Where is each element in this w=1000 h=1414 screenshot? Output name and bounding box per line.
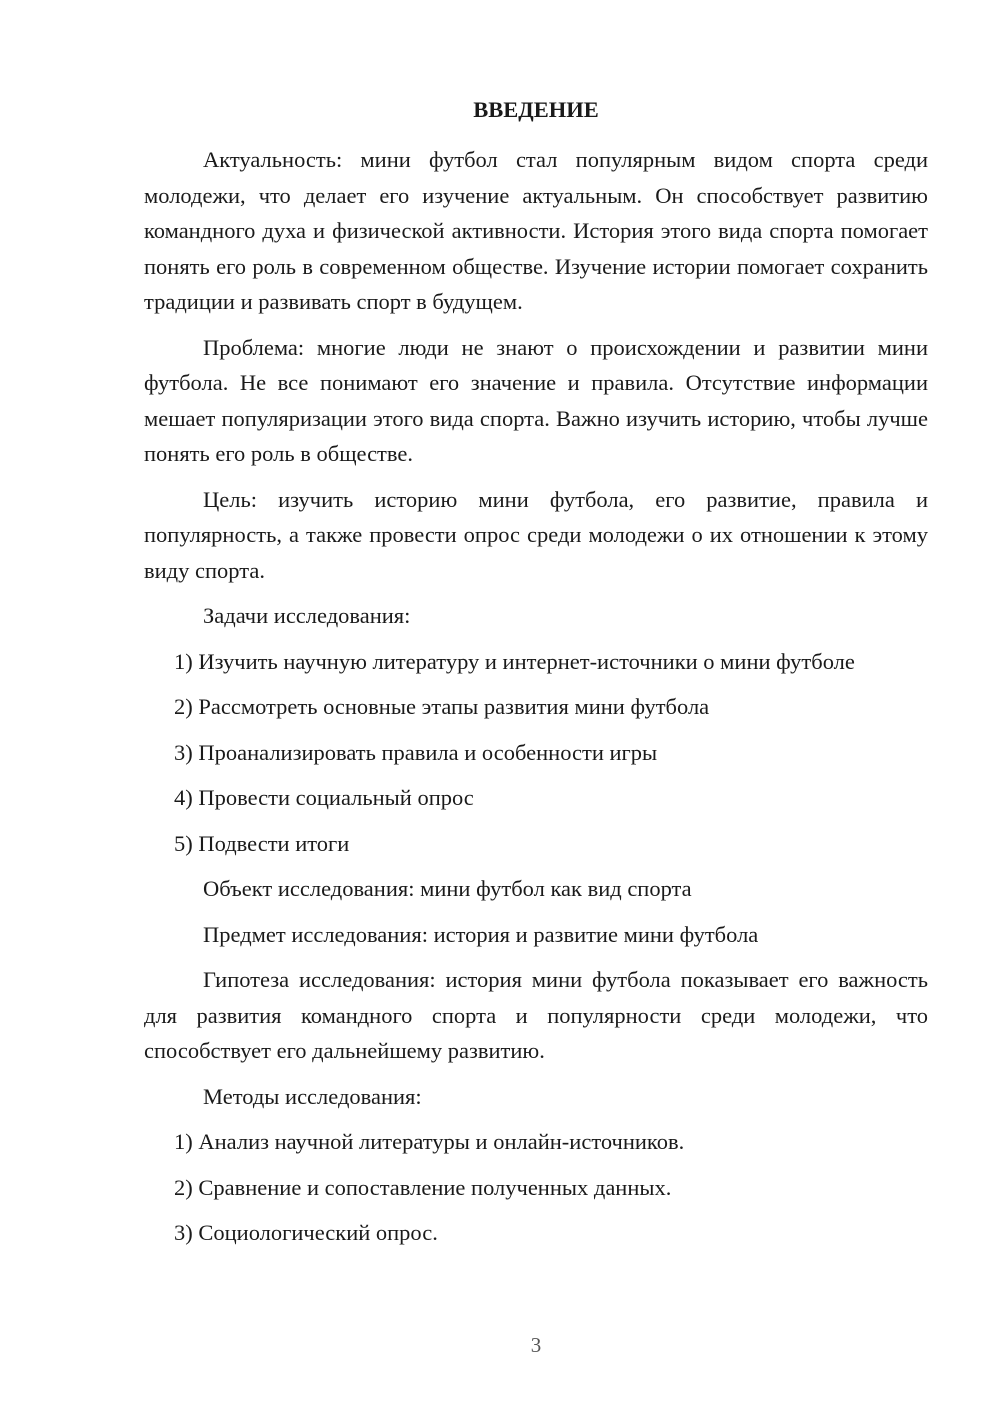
problem-paragraph: Проблема: многие люди не знают о происхождении и развитии мини футбола. Не все понимают его значение и правила. Отсутствие информации мешает популяризации этого вида спорта. Важно изучить историю, чтобы лучше понять его роль в обществе. <box>144 334 928 466</box>
task-item: 1) Изучить научную литературу и интернет-источники о мини футболе <box>174 648 855 674</box>
section-heading: ВВЕДЕНИЕ <box>473 97 599 122</box>
task-item: 2) Рассмотреть основные этапы развития мини футбола <box>174 694 710 719</box>
methods-title: Методы исследования: <box>203 1083 422 1109</box>
goal-paragraph: Цель: изучить историю мини футбола, его развитие, правила и популярность, а также провести опрос среди молодежи о их отношении к этому виду спорта. <box>144 486 928 583</box>
relevance-paragraph: Актуальность: мини футбол стал популярным видом спорта среди молодежи, что делает его изучение актуальным. Он способствует развитию командного духа и физической активности. История этого вида спорта помогает понять его роль в современном обществе. Изучение истории помогает сохранить традиции и развивать спорт в будущем. <box>144 147 928 314</box>
method-item: 3) Социологический опрос. <box>174 1220 438 1245</box>
hypothesis-paragraph: Гипотеза исследования: история мини футбола показывает его важность для развития командного спорта и популярности среди молодежи, что способствует его дальнейшему развитию. <box>144 967 928 1063</box>
research-object: Объект исследования: мини футбол как вид спорта <box>203 876 692 901</box>
tasks-title: Задачи исследования: <box>203 603 411 628</box>
research-subject: Предмет исследования: история и развитие мини футбола <box>203 921 759 947</box>
task-item: 3) Проанализировать правила и особенности игры <box>174 739 658 765</box>
page-number: 3 <box>530 1333 542 1357</box>
method-item: 2) Сравнение и сопоставление полученных данных. <box>174 1174 672 1200</box>
method-item: 1) Анализ научной литературы и онлайн-источников. <box>174 1129 685 1154</box>
task-item: 5) Подвести итоги <box>174 830 350 856</box>
task-item: 4) Провести социальный опрос <box>174 785 474 810</box>
page-content <box>144 94 928 1261</box>
